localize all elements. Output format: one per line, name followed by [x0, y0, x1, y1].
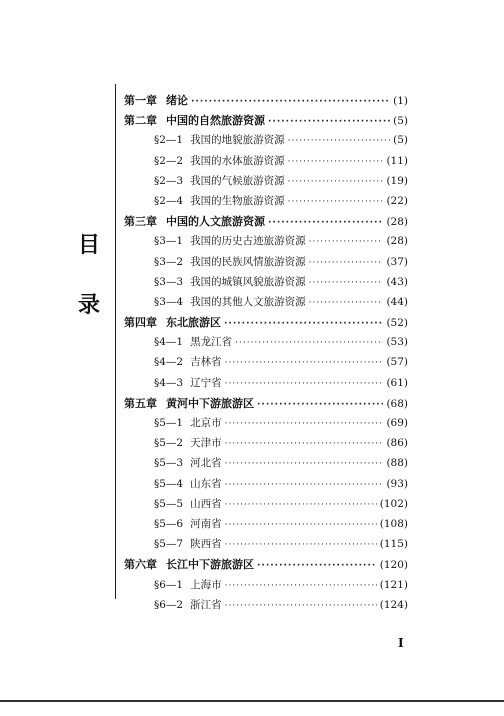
toc-entry-number: §5—4 [154, 477, 184, 490]
toc-entry-number: §2—3 [154, 174, 184, 187]
toc-leader-dots [288, 136, 391, 146]
toc-leader-dots [225, 419, 384, 429]
toc-section-entry [124, 415, 408, 435]
toc-section-entry [124, 476, 408, 496]
toc-entry-title: 山西省 [190, 497, 222, 510]
toc-entry-title: 浙江省 [190, 598, 222, 611]
toc-section-entry [124, 294, 408, 314]
toc-entry-page: (108) [379, 517, 408, 530]
toc-section-entry [124, 233, 408, 253]
toc-entry-title: 山东省 [190, 477, 222, 490]
toc-leader-dots [309, 237, 384, 247]
toc-section-entry [124, 577, 408, 597]
toc-entry-page: (1) [393, 95, 408, 107]
toc-section-entry [124, 516, 408, 536]
toc-entry-title: 我国的地貌旅游资源 [190, 134, 285, 147]
toc-section-entry [124, 153, 408, 173]
toc-leader-dots [225, 601, 377, 611]
toc-entry-number: §2—4 [154, 194, 184, 207]
toc-entry-page: (52) [386, 317, 408, 330]
toc-leader-dots [257, 400, 383, 410]
toc-section-entry [124, 435, 408, 455]
toc-entry-number: 第四章 [124, 316, 157, 330]
toc-section-entry [124, 132, 408, 152]
toc-entry-page: (115) [379, 538, 408, 551]
toc-entry-number: §6—1 [154, 578, 184, 591]
toc-heading-char-2: 录 [78, 293, 101, 318]
toc-entry-page: (11) [386, 154, 408, 167]
toc-entry-number: §3—1 [154, 235, 184, 248]
toc-entry-page: (121) [379, 578, 408, 591]
margin-rule [115, 84, 116, 599]
toc-entry-title: 黄河中下游旅游区 [166, 396, 254, 410]
toc-entry-title: 长江中下游旅游区 [166, 558, 254, 572]
toc-entry-page: (44) [386, 295, 408, 308]
toc-leader-dots [288, 197, 384, 207]
toc-leader-dots [309, 278, 384, 288]
toc-leader-dots [225, 459, 384, 469]
toc-entry-number: §4—3 [154, 376, 184, 389]
toc-entry-title: 我国的历史古迹旅游资源 [190, 235, 306, 248]
toc-entry-page: (88) [386, 457, 408, 470]
toc-heading-char-1: 目 [78, 233, 101, 258]
toc-chapter-entry [124, 556, 408, 576]
toc-chapter-entry [124, 112, 408, 132]
toc-leader-dots [309, 258, 384, 268]
toc-chapter-entry [124, 92, 408, 112]
toc-leader-dots [225, 379, 384, 389]
toc-entry-number: §5—6 [154, 517, 184, 530]
toc-section-entry [124, 354, 408, 374]
toc-entry-title: 天津市 [190, 437, 222, 450]
toc-entry-page: (57) [386, 356, 408, 369]
toc-entry-title: 我国的民族风情旅游资源 [190, 255, 306, 268]
toc-entry-title: 我国的生物旅游资源 [190, 194, 285, 207]
toc-leader-dots [268, 218, 383, 228]
toc-section-entry [124, 455, 408, 475]
toc-chapter-entry [124, 314, 408, 334]
toc-section-entry [124, 536, 408, 556]
toc-leader-dots [309, 298, 384, 308]
toc-entry-number: §5—3 [154, 457, 184, 470]
toc-entry-title: 北京市 [190, 417, 222, 429]
toc-entry-title: 绪论 [166, 94, 188, 107]
toc-section-entry [124, 193, 408, 213]
toc-leader-dots [225, 500, 377, 510]
toc-entry-title: 黑龙江省 [190, 336, 233, 349]
page-bottom-rule [0, 700, 504, 702]
toc-entry-number: §5—5 [154, 497, 184, 510]
toc-entry-title: 我国的水体旅游资源 [190, 154, 285, 167]
toc-section-entry [124, 334, 408, 354]
toc-entry-page: (86) [386, 437, 408, 450]
toc-entry-number: 第一章 [124, 94, 157, 107]
toc-entry-number: §3—4 [154, 295, 184, 308]
toc-entry-page: (43) [386, 275, 408, 288]
toc-entry-number: §5—1 [154, 417, 184, 429]
toc-leader-dots [225, 358, 384, 368]
toc-entry-title: 中国的自然旅游资源 [166, 114, 265, 128]
toc-entry-number: 第五章 [124, 396, 157, 410]
toc-entry-title: 河南省 [190, 517, 222, 530]
toc-entry-title: 吉林省 [190, 356, 222, 369]
toc-section-entry [124, 173, 408, 193]
toc-chapter-entry [124, 395, 408, 415]
toc-entry-page: (53) [386, 336, 408, 349]
toc-entry-page: (124) [379, 598, 408, 611]
toc-section-entry [124, 375, 408, 395]
toc-leader-dots [225, 439, 384, 449]
toc-entry-number: 第三章 [124, 215, 157, 229]
toc-section-entry [124, 254, 408, 274]
toc-entry-number: 第六章 [124, 558, 157, 572]
toc-entry-page: (68) [386, 397, 408, 410]
toc-entry-number: §6—2 [154, 598, 184, 611]
toc-entry-page: (28) [386, 235, 408, 248]
toc-leader-dots [235, 338, 383, 348]
toc-entry-number: §2—1 [154, 134, 184, 147]
toc-entry-number: §3—3 [154, 275, 184, 288]
toc-chapter-entry [124, 213, 408, 233]
toc-entry-page: (5) [393, 134, 408, 147]
toc-entry-title: 上海市 [190, 578, 222, 591]
toc-leader-dots [257, 561, 377, 571]
toc-leader-dots [288, 177, 384, 187]
toc-section-entry [124, 597, 408, 617]
toc-entry-page: (102) [379, 497, 408, 510]
toc-entry-title: 我国的其他人文旅游资源 [190, 295, 306, 308]
toc-leader-dots [224, 319, 383, 329]
toc-leader-dots [225, 540, 377, 550]
toc-entry-page: (69) [386, 417, 408, 429]
toc-entry-title: 中国的人文旅游资源 [166, 215, 265, 229]
toc-leader-dots [225, 480, 384, 490]
toc-leader-dots [225, 520, 377, 530]
toc-entry-page: (120) [379, 559, 408, 572]
toc-leader-dots [225, 581, 377, 591]
toc-entry-number: §4—1 [154, 336, 184, 349]
toc-entry-number: §4—2 [154, 356, 184, 369]
toc-entry-page: (5) [393, 115, 408, 128]
toc-entry-page: (37) [386, 255, 408, 268]
toc-leader-dots [191, 97, 390, 107]
toc-entry-page: (19) [386, 174, 408, 187]
toc-section-entry [124, 274, 408, 294]
toc-entry-title: 我国的气候旅游资源 [190, 174, 285, 187]
table-of-contents [124, 92, 408, 617]
toc-entry-title: 河北省 [190, 457, 222, 470]
toc-entry-title: 东北旅游区 [166, 316, 221, 330]
toc-leader-dots [288, 157, 384, 167]
toc-entry-title: 陕西省 [190, 538, 222, 551]
toc-leader-dots [268, 117, 390, 127]
toc-entry-page: (22) [386, 194, 408, 207]
toc-entry-title: 我国的城镇风貌旅游资源 [190, 275, 306, 288]
toc-entry-number: 第二章 [124, 114, 157, 128]
toc-entry-page: (28) [386, 216, 408, 229]
toc-entry-number: §3—2 [154, 255, 184, 268]
toc-entry-title: 辽宁省 [190, 376, 222, 389]
page-number: I [398, 636, 404, 650]
toc-section-entry [124, 496, 408, 516]
toc-entry-number: §5—7 [154, 538, 184, 551]
toc-entry-number: §5—2 [154, 437, 184, 450]
toc-entry-number: §2—2 [154, 154, 184, 167]
toc-entry-page: (93) [386, 477, 408, 490]
toc-entry-page: (61) [386, 376, 408, 389]
